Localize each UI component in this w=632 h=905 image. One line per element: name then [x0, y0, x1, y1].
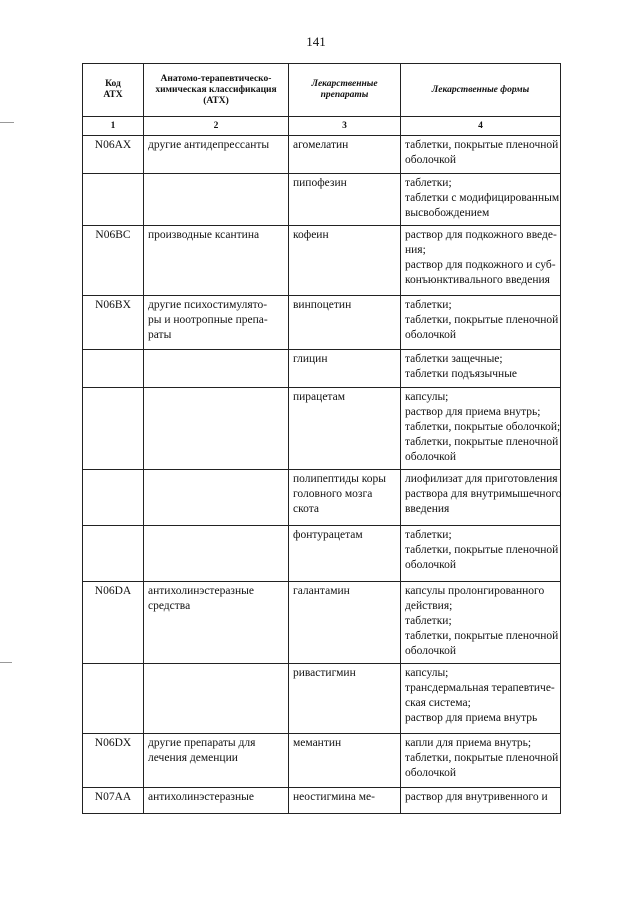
atx-class-cell	[144, 664, 289, 734]
drug-name-cell	[289, 664, 401, 734]
cell-line: антихолинэстеразные	[148, 585, 254, 597]
cell-line: таблетки;	[405, 299, 452, 311]
atx-class-cell	[144, 582, 289, 664]
dosage-forms-cell	[401, 582, 561, 664]
header-cell-code	[83, 64, 144, 117]
cell-line: трансдермальная терапевтиче-	[405, 682, 555, 694]
cell-line: лиофилизат для приготовления	[405, 473, 558, 485]
cell-line: таблетки, покрытые пленочной	[405, 630, 559, 642]
cell-line: оболочкой	[405, 154, 457, 166]
cell-line: производные ксантина	[148, 229, 260, 241]
cell-line: галантамин	[293, 585, 350, 597]
cell-line: скота	[293, 503, 319, 515]
dosage-forms-cell	[401, 350, 561, 388]
column-number: 3	[289, 117, 401, 136]
atx-class-cell	[144, 470, 289, 526]
cell-line: оболочкой	[405, 451, 457, 463]
cell-line: таблетки;	[405, 529, 452, 541]
cell-line: ривастигмин	[293, 667, 356, 679]
cell-line: введения	[405, 503, 450, 515]
table-row	[83, 226, 561, 296]
table-row	[83, 136, 561, 174]
cell-line: лечения деменции	[148, 752, 238, 764]
table-row	[83, 470, 561, 526]
cell-line: действия;	[405, 600, 453, 612]
cell-line: винпоцетин	[293, 299, 352, 311]
cell-line: таблетки, покрытые оболочкой;	[405, 421, 561, 433]
atx-class-cell	[144, 296, 289, 350]
table-row	[83, 174, 561, 226]
cell-line: таблетки с модифицированным	[405, 192, 560, 204]
cell-line: ская система;	[405, 697, 471, 709]
dosage-forms-cell	[401, 388, 561, 470]
cell-line: агомелатин	[293, 139, 349, 151]
dosage-forms-cell	[401, 136, 561, 174]
drug-name-cell	[289, 136, 401, 174]
column-number: 4	[401, 117, 561, 136]
cell-line: высвобождением	[405, 207, 490, 219]
drug-name-cell	[289, 388, 401, 470]
atx-class-cell	[144, 350, 289, 388]
cell-line: антихолинэстеразные	[148, 791, 254, 803]
column-number-row	[83, 117, 561, 136]
header-cell-drugs	[289, 64, 401, 117]
cell-line: капсулы;	[405, 391, 449, 403]
header-line: (АТХ)	[203, 95, 229, 106]
table-header-row	[83, 64, 561, 117]
cell-line: кофеин	[293, 229, 329, 241]
header-line: Код	[105, 79, 121, 89]
atx-code-cell: N06DX	[83, 734, 144, 788]
cell-line: таблетки, покрытые пленочной	[405, 752, 559, 764]
cell-line: средства	[148, 600, 191, 612]
header-line: препараты	[320, 90, 369, 100]
cell-line: таблетки защечные;	[405, 353, 503, 365]
cell-line: неостигмина ме-	[293, 791, 375, 803]
table-row	[83, 526, 561, 582]
cell-line: оболочкой	[405, 645, 457, 657]
atx-class-cell	[144, 174, 289, 226]
dosage-forms-cell	[401, 226, 561, 296]
cell-line: раствор для подкожного и суб-	[405, 259, 556, 271]
atx-class-cell	[144, 734, 289, 788]
atx-class-cell	[144, 136, 289, 174]
cell-line: ры и ноотропные препа-	[148, 314, 268, 326]
table-row	[83, 582, 561, 664]
atx-code-cell	[83, 174, 144, 226]
cell-line: другие антидепрессанты	[148, 139, 270, 151]
drug-name-cell	[289, 226, 401, 296]
cell-line: глицин	[293, 353, 328, 365]
atx-class-cell	[144, 388, 289, 470]
atx-code-cell	[83, 664, 144, 734]
table-row	[83, 734, 561, 788]
header-cell-atx	[144, 64, 289, 117]
dosage-forms-cell	[401, 734, 561, 788]
scan-mark	[0, 122, 14, 123]
dosage-forms-cell	[401, 664, 561, 734]
table-row	[83, 296, 561, 350]
table-row	[83, 350, 561, 388]
header-cell-forms	[401, 64, 561, 117]
cell-line: таблетки, покрытые пленочной	[405, 314, 559, 326]
cell-line: раствор для подкожного введе-	[405, 229, 557, 241]
drug-name-cell	[289, 470, 401, 526]
table-row	[83, 388, 561, 470]
atx-class-cell	[144, 226, 289, 296]
atx-code-cell: N07AA	[83, 788, 144, 814]
table-row	[83, 788, 561, 814]
cell-line: пипофезин	[293, 177, 347, 189]
cell-line: раствор для приема внутрь;	[405, 406, 541, 418]
cell-line: другие психостимулято-	[148, 299, 268, 311]
cell-line: таблетки;	[405, 615, 452, 627]
atx-code-cell: N06DA	[83, 582, 144, 664]
cell-line: конъюнктивального введения	[405, 274, 550, 286]
cell-line: раствор для приема внутрь	[405, 712, 538, 724]
atx-code-cell: N06BX	[83, 296, 144, 350]
cell-line: раствор для внутривенного и	[405, 791, 548, 803]
cell-line: пирацетам	[293, 391, 345, 403]
cell-line: оболочкой	[405, 559, 457, 571]
header-line: химическая классификация	[155, 84, 277, 95]
cell-line: полипептиды коры	[293, 473, 386, 485]
column-number: 2	[144, 117, 289, 136]
atx-code-cell	[83, 526, 144, 582]
drug-name-cell	[289, 582, 401, 664]
dosage-forms-cell	[401, 296, 561, 350]
cell-line: головного мозга	[293, 488, 373, 500]
dosage-forms-cell	[401, 788, 561, 814]
cell-line: капли для приема внутрь;	[405, 737, 532, 749]
column-number: 1	[83, 117, 144, 136]
header-line: Лекарственные	[311, 79, 378, 89]
cell-line: таблетки, покрытые пленочной	[405, 139, 559, 151]
header-line: АТХ	[103, 90, 123, 100]
cell-line: мемантин	[293, 737, 342, 749]
cell-line: таблетки, покрытые пленочной	[405, 544, 559, 556]
drug-name-cell	[289, 350, 401, 388]
atx-code-cell: N06BC	[83, 226, 144, 296]
cell-line: раствора для внутримышечного	[405, 488, 562, 500]
drug-name-cell	[289, 788, 401, 814]
atx-code-cell	[83, 388, 144, 470]
cell-line: таблетки подъязычные	[405, 368, 518, 380]
cell-line: капсулы;	[405, 667, 449, 679]
drug-name-cell	[289, 174, 401, 226]
header-line: Анатомо-терапевтическо-	[160, 73, 272, 84]
cell-line: оболочкой	[405, 329, 457, 341]
drug-name-cell	[289, 734, 401, 788]
atx-class-cell	[144, 526, 289, 582]
table-row	[83, 664, 561, 734]
dosage-forms-cell	[401, 470, 561, 526]
drug-name-cell	[289, 296, 401, 350]
drug-name-cell	[289, 526, 401, 582]
atx-class-cell	[144, 788, 289, 814]
cell-line: другие препараты для	[148, 737, 256, 749]
drug-classification-table	[82, 63, 561, 814]
cell-line: таблетки;	[405, 177, 452, 189]
page-number: 141	[306, 34, 326, 49]
dosage-forms-cell	[401, 526, 561, 582]
cell-line: капсулы пролонгированного	[405, 585, 545, 597]
atx-code-cell	[83, 350, 144, 388]
cell-line: таблетки, покрытые пленочной	[405, 436, 559, 448]
cell-line: раты	[148, 329, 172, 341]
scan-mark	[0, 662, 12, 663]
cell-line: ния;	[405, 244, 426, 256]
atx-code-cell	[83, 470, 144, 526]
cell-line: фонтурацетам	[293, 529, 363, 541]
table-body	[83, 136, 561, 814]
atx-code-cell: N06AX	[83, 136, 144, 174]
header-line: Лекарственные формы	[431, 84, 530, 95]
dosage-forms-cell	[401, 174, 561, 226]
cell-line: оболочкой	[405, 767, 457, 779]
